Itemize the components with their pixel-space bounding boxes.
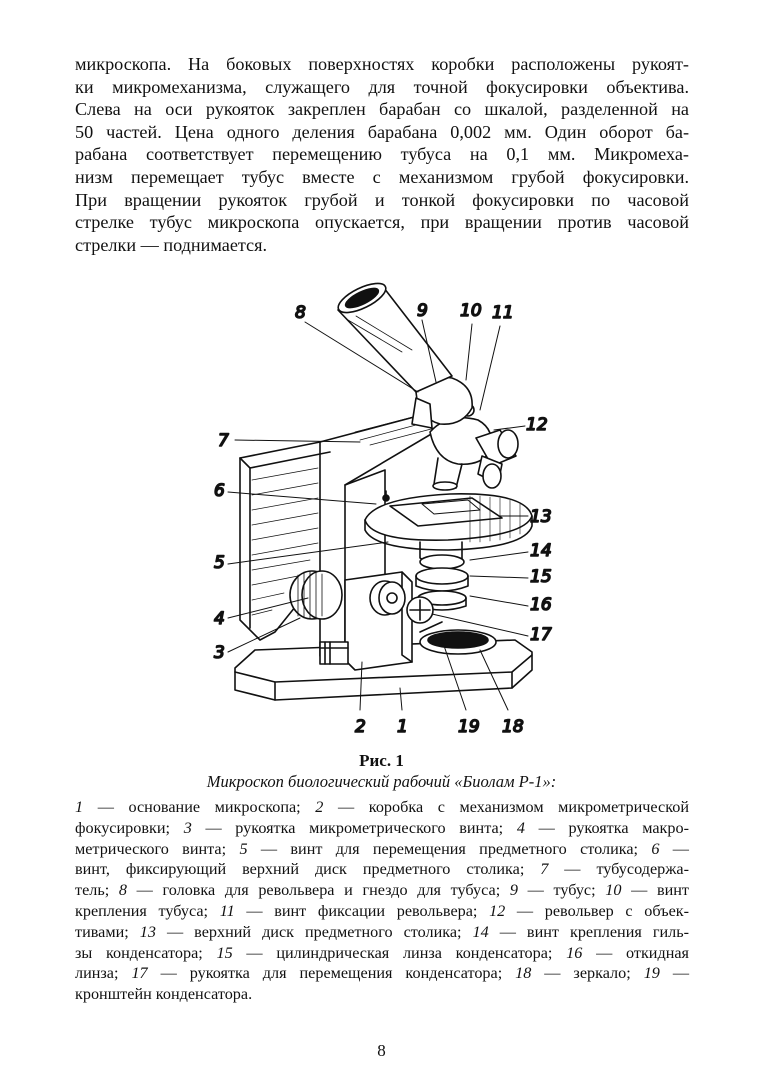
legend-text: винт, фиксирующий верхний диск предметного столика; xyxy=(75,860,541,879)
legend-text: — тубусодержа- xyxy=(548,860,689,879)
body-line: При вращении рукояток грубой и тонкой фокусировки по часовой xyxy=(75,189,689,210)
coarse-knob-drawing xyxy=(290,571,342,619)
legend-line xyxy=(75,818,689,839)
legend-text: — верхний диск предметного столика; xyxy=(155,922,473,941)
legend-line xyxy=(75,984,689,1005)
legend-text: кронштейн конденсатора. xyxy=(75,985,253,1004)
body-line: ки микромеханизма, служащего для точной фокусировки объектива. xyxy=(75,76,689,97)
legend-number: 3 xyxy=(183,818,192,837)
legend-number: 9 xyxy=(509,881,518,900)
legend-number: 12 xyxy=(489,901,506,920)
callout-13: 13 xyxy=(530,507,552,527)
microscope-drawing xyxy=(180,280,580,750)
legend-line xyxy=(75,943,689,964)
legend-text: крепления тубуса; xyxy=(75,901,220,920)
stage-drawing xyxy=(365,491,532,550)
legend-number: 4 xyxy=(516,818,525,837)
legend-text: — револьвер с объек- xyxy=(505,901,690,920)
legend-text: тивами; xyxy=(75,922,140,941)
legend-text: — xyxy=(659,964,690,983)
legend-text: зы конденсатора; xyxy=(75,943,217,962)
page-number: 8 xyxy=(377,1041,386,1060)
mirror-drawing xyxy=(420,622,496,654)
callout-8: 8 xyxy=(295,303,306,323)
callout-1: 1 xyxy=(397,717,408,737)
legend-number: 16 xyxy=(566,943,583,962)
body-line: Слева на оси рукояток закреплен барабан со шкалой, разделенной на xyxy=(75,99,689,120)
legend-text: — рукоятка макро- xyxy=(524,818,689,837)
microscope-figure xyxy=(180,280,580,750)
callout-3: 3 xyxy=(214,643,225,663)
callout-5: 5 xyxy=(214,553,225,573)
legend-line xyxy=(75,901,689,922)
legend-line xyxy=(75,922,689,943)
legend-text: линза; xyxy=(75,964,132,983)
body-line: стрелки — поднимается. xyxy=(75,234,268,255)
legend-text: — головка для револьвера и гнездо для тубуса; xyxy=(126,881,510,900)
legend-line xyxy=(75,797,689,818)
figure-legend xyxy=(75,797,689,1005)
legend-line xyxy=(75,880,689,901)
legend-number: 1 xyxy=(75,798,84,816)
body-line: 50 частей. Цена одного деления барабана 0,002 мм. Один оборот ба- xyxy=(75,121,689,142)
legend-line xyxy=(75,963,689,984)
legend-text: — тубус; xyxy=(517,881,606,900)
legend-number: 17 xyxy=(131,964,148,983)
legend-line xyxy=(75,859,689,880)
figure-number: Рис. 1 xyxy=(359,751,404,770)
body-line: низм перемещает тубус вместе с механизмом грубой фокусировки. xyxy=(75,166,689,187)
legend-text: — коробка с механизмом микрометрической xyxy=(323,798,690,816)
legend-number: 5 xyxy=(239,839,248,858)
callout-18: 18 xyxy=(502,717,524,737)
legend-text: — рукоятка микрометрического винта; xyxy=(191,818,517,837)
legend-number: 11 xyxy=(219,901,235,920)
legend-number: 7 xyxy=(540,860,549,879)
callout-15: 15 xyxy=(530,567,552,587)
legend-number: 13 xyxy=(139,922,156,941)
legend-number: 19 xyxy=(643,964,660,983)
legend-text: — винт фиксации револьвера; xyxy=(234,901,490,920)
legend-text: метрического винта; xyxy=(75,839,240,858)
legend-number: 10 xyxy=(605,881,622,900)
legend-number: 15 xyxy=(216,943,233,962)
callout-4: 4 xyxy=(214,609,225,629)
callout-16: 16 xyxy=(530,595,552,615)
legend-number: 14 xyxy=(472,922,489,941)
legend-text: тель; xyxy=(75,881,119,900)
fine-knob-drawing xyxy=(370,581,405,615)
legend-number: 18 xyxy=(515,964,532,983)
callout-19: 19 xyxy=(458,717,480,737)
callout-7: 7 xyxy=(218,431,229,451)
legend-number: 8 xyxy=(118,881,127,900)
legend-text: — рукоятка для перемещения конденсатора; xyxy=(147,964,516,983)
body-paragraph xyxy=(75,53,689,256)
legend-text: — основание микроскопа; xyxy=(83,798,316,816)
legend-text: — зеркало; xyxy=(531,964,644,983)
legend-number: 2 xyxy=(315,798,324,816)
legend-text: — откидная xyxy=(582,943,690,962)
legend-text: — винт крепления гиль- xyxy=(488,922,689,941)
callout-12: 12 xyxy=(526,415,548,435)
callout-2: 2 xyxy=(355,717,366,737)
body-line: стрелке тубус микроскопа опускается, при вращении против часовой xyxy=(75,212,689,233)
callout-11: 11 xyxy=(492,303,514,323)
tube-drawing xyxy=(334,280,472,428)
legend-text: фокусировки; xyxy=(75,818,184,837)
figure-title: Микроскоп биологический рабочий «Биолам Р-1»: xyxy=(206,772,557,791)
callout-6: 6 xyxy=(214,481,225,501)
callout-10: 10 xyxy=(460,301,482,321)
condenser-drawing xyxy=(407,542,468,623)
body-line: микроскопа. На боковых поверхностях коробки расположены рукоят- xyxy=(75,54,689,74)
legend-line xyxy=(75,839,689,860)
legend-number: 6 xyxy=(651,839,660,858)
legend-text: — винт xyxy=(621,881,690,900)
legend-text: — винт для перемещения предметного столика; xyxy=(247,839,652,858)
legend-text: — цилиндрическая линза конденсатора; xyxy=(232,943,567,962)
body-line: рабана соответствует перемещению тубуса на 0,1 мм. Микромеха- xyxy=(75,144,689,165)
callout-14: 14 xyxy=(530,541,552,561)
callout-9: 9 xyxy=(417,301,428,321)
callout-17: 17 xyxy=(530,625,552,645)
legend-text: — xyxy=(659,839,689,858)
